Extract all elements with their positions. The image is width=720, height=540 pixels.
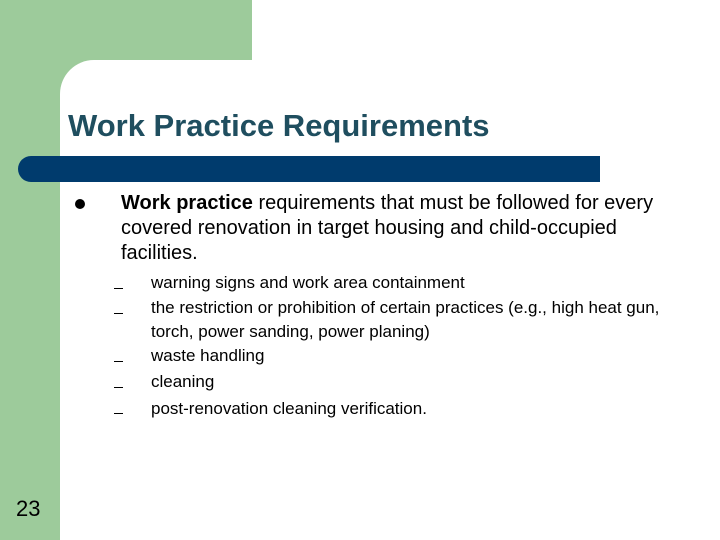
- dash-icon: [114, 288, 123, 289]
- sub-bullet-item: waste handling: [151, 346, 265, 365]
- sub-bullet-item: post-renovation cleaning verification.: [151, 399, 427, 418]
- page-number: 23: [16, 496, 41, 521]
- dash-icon: [114, 313, 123, 314]
- main-bullet-bold: Work practice: [121, 192, 253, 214]
- dash-icon: [114, 413, 123, 414]
- dash-icon: [114, 387, 123, 388]
- sub-bullet-item: cleaning: [151, 372, 215, 391]
- sub-bullet-item: warning signs and work area containment: [151, 273, 465, 292]
- main-bullet-rest: requirements that must be followed for every covered renovation in target housing and child-occupied facilities.: [121, 192, 654, 264]
- slide-title: Work Practice Requirements: [68, 108, 490, 143]
- dash-icon: [114, 361, 123, 362]
- sub-bullet-item: the restriction or prohibition of certain practices (e.g., high heat gun, torch, power sanding, power planing): [151, 298, 660, 341]
